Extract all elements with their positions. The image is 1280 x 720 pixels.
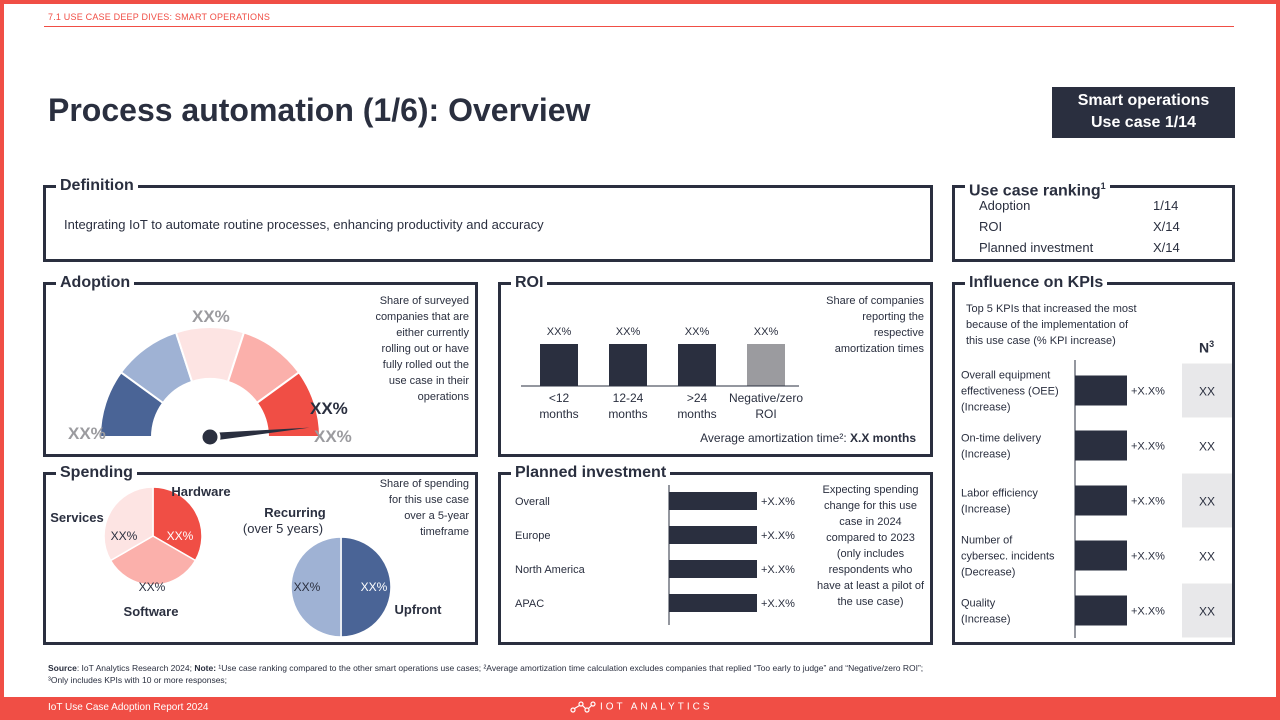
definition-panel <box>43 177 933 262</box>
pie-value-software: XX% <box>138 580 166 594</box>
roi-bar-value: XX% <box>684 326 710 338</box>
roi-category-line2: ROI <box>755 407 777 421</box>
planned-bar-value: +X.X% <box>761 564 795 576</box>
roi-bar <box>678 344 716 386</box>
footnote-line1 <box>48 662 1228 674</box>
kpi-row-label: On-time delivery <box>961 432 1042 445</box>
planned-bar <box>669 526 757 544</box>
spending-note <box>380 476 469 540</box>
adoption-title: Adoption <box>56 273 134 293</box>
note-line: Expecting spending <box>822 484 919 496</box>
split-value-recurring: XX% <box>293 580 321 594</box>
ranking-value: X/14 <box>1153 219 1180 234</box>
note-line: either currently <box>396 327 469 339</box>
note-line: Share of surveyed <box>379 295 469 307</box>
ranking-row-planned <box>979 240 1199 255</box>
note-line: the use case) <box>837 596 904 608</box>
note-text: ¹Use case ranking compared to the other smart operations use cases; ²Average amortization time calculation excludes companies that replied “Too early to judge” and “Negative/zero ROI”; <box>216 663 924 673</box>
ranking-title-text: Use case ranking <box>969 182 1101 200</box>
planned-bar <box>669 594 757 612</box>
badge-line1: Smart operations <box>1077 92 1210 109</box>
note-line: case in 2024 <box>839 516 902 528</box>
ranking-label: Adoption <box>979 198 1031 213</box>
kpi-bar-value: +X.X% <box>1131 495 1165 508</box>
footer-logo <box>570 700 713 714</box>
gauge-label-left: XX% <box>68 424 106 443</box>
split-label-upfront: Upfront <box>394 602 442 617</box>
kpi-n-value: XX <box>1198 494 1216 509</box>
footer-report-name: IoT Use Case Adoption Report 2024 <box>48 702 209 713</box>
kpi-n-header <box>1199 339 1214 356</box>
roi-bar <box>540 344 578 386</box>
planned-investment-panel <box>498 464 933 645</box>
kpi-bar-value: +X.X% <box>1131 385 1165 398</box>
planned-bar <box>669 492 757 510</box>
note-line: respective <box>873 327 924 339</box>
adoption-note <box>375 293 469 405</box>
note-line: Share of spending <box>379 478 469 490</box>
kpi-row-label: Number of <box>961 534 1013 547</box>
gauge-needle-hub <box>201 428 219 446</box>
planned-row-label: North America <box>515 564 585 576</box>
planned-bar-value: +X.X% <box>761 598 795 610</box>
kpi-row-label: Overall equipment <box>961 369 1051 382</box>
note-line: have at least a pilot of <box>816 580 924 592</box>
kpi-bar <box>1075 486 1127 516</box>
roi-category-line2: months <box>539 407 579 421</box>
roi-average <box>700 431 916 445</box>
definition-text: Integrating IoT to automate routine processes, enhancing productivity and accuracy <box>64 217 544 232</box>
planned-note <box>817 482 924 610</box>
footer-bar <box>0 697 1280 720</box>
source-label: Source <box>48 663 77 673</box>
note-label: Note: <box>194 663 217 673</box>
ranking-value: X/14 <box>1153 240 1180 255</box>
roi-category-line1: 12-24 <box>612 391 644 405</box>
subtitle-line: this use case (% KPI increase) <box>966 335 1116 347</box>
note-line: respondents who <box>828 564 913 576</box>
kpi-title: Influence on KPIs <box>965 273 1107 293</box>
ranking-label: ROI <box>979 219 1003 234</box>
kpi-row-label: (Increase) <box>961 503 1011 516</box>
spending-title: Spending <box>56 463 137 483</box>
roi-category-line2: months <box>677 407 717 421</box>
note-line: rolling out or have <box>381 343 469 355</box>
roi-average-value: X.X months <box>849 431 916 445</box>
ranking-value: 1/14 <box>1153 198 1179 213</box>
page-title: Process automation (1/6): Overview <box>48 92 591 128</box>
section-label: 7.1 USE CASE DEEP DIVES: SMART OPERATIONS <box>48 12 271 22</box>
badge-line2: Use case 1/14 <box>1091 114 1196 131</box>
note-line: (only includes <box>836 548 905 560</box>
gauge-label-top: XX% <box>192 307 230 326</box>
kpi-bar <box>1075 376 1127 406</box>
note-line: companies that are <box>375 311 469 323</box>
roi-category-line1: >24 <box>686 391 708 405</box>
ranking-row-adoption <box>979 198 1199 213</box>
definition-title: Definition <box>56 176 138 196</box>
roi-bar-value: XX% <box>546 326 572 338</box>
roi-bar <box>747 344 785 386</box>
kpi-n-header-sup: 3 <box>1209 339 1215 349</box>
gauge-value: XX% <box>310 399 348 418</box>
ranking-panel <box>952 181 1235 262</box>
split-label-recurring: Recurring <box>264 505 326 520</box>
note-line: change for this use <box>824 500 917 512</box>
kpi-row-label: (Increase) <box>961 613 1011 626</box>
kpi-bar <box>1075 431 1127 461</box>
split-label-recurring-sub: (over 5 years) <box>242 521 324 536</box>
kpi-panel <box>952 274 1235 645</box>
note-line: timeframe <box>420 526 469 538</box>
ranking-row-roi <box>979 219 1199 234</box>
note-line: fully rolled out the <box>382 359 469 371</box>
roi-category-line1: <12 <box>548 391 570 405</box>
pie-value-services: XX% <box>110 529 138 543</box>
adoption-panel <box>43 274 478 457</box>
source-text: : IoT Analytics Research 2024; <box>76 663 195 673</box>
split-value-upfront: XX% <box>360 580 388 594</box>
kpi-row-label: cybersec. incidents <box>961 550 1055 563</box>
kpi-row-label: Quality <box>961 597 996 610</box>
kpi-bar <box>1075 541 1127 571</box>
iot-analytics-logo-icon <box>570 700 596 714</box>
kpi-n-value: XX <box>1198 384 1216 399</box>
planned-investment-title: Planned investment <box>511 463 670 483</box>
ranking-title-sup: 1 <box>1100 181 1106 191</box>
note-line: reporting the <box>862 311 924 323</box>
roi-bar-value: XX% <box>615 326 641 338</box>
kpi-row-label: (Increase) <box>961 448 1011 461</box>
note-line: over a 5-year <box>404 510 469 522</box>
kpi-row-label: effectiveness (OEE) <box>961 385 1059 398</box>
note-line: operations <box>417 391 469 403</box>
planned-bar <box>669 560 757 578</box>
planned-bar-value: +X.X% <box>761 530 795 542</box>
use-case-badge <box>1052 87 1235 138</box>
pie-label-hardware: Hardware <box>171 484 231 499</box>
roi-category-line1: Negative/zero <box>728 391 804 405</box>
roi-category-line2: months <box>608 407 648 421</box>
note-line: compared to 2023 <box>826 532 915 544</box>
kpi-bar-value: +X.X% <box>1131 550 1165 563</box>
kpi-bar <box>1075 596 1127 626</box>
footer-logo-text: IOT ANALYTICS <box>600 701 713 713</box>
top-rule <box>44 26 1234 27</box>
pie-label-software: Software <box>123 604 179 619</box>
spending-panel <box>43 464 478 645</box>
kpi-n-header-text: N <box>1199 339 1210 356</box>
pie-value-hardware: XX% <box>166 529 194 543</box>
kpi-row-label: Labor efficiency <box>961 487 1038 500</box>
roi-bar <box>609 344 647 386</box>
kpi-n-value: XX <box>1198 549 1216 564</box>
roi-note <box>826 293 924 357</box>
subtitle-line: because of the implementation of <box>966 319 1129 331</box>
kpi-row-label: (Increase) <box>961 401 1011 414</box>
footnote-line2: ³Only includes KPIs with 10 or more responses; <box>48 675 228 685</box>
note-line: Share of companies <box>826 295 924 307</box>
note-line: use case in their <box>388 375 469 387</box>
roi-bar-value: XX% <box>753 326 779 338</box>
pie-label-services: Services <box>50 510 104 525</box>
planned-row-label: APAC <box>515 598 545 610</box>
kpi-subtitle <box>966 301 1137 349</box>
kpi-bar-value: +X.X% <box>1131 605 1165 618</box>
planned-row-label: Overall <box>515 496 550 508</box>
gauge-label-right: XX% <box>314 427 352 446</box>
roi-average-label: Average amortization time²: <box>700 431 850 445</box>
kpi-n-value: XX <box>1198 604 1216 619</box>
kpi-n-value: XX <box>1198 439 1216 454</box>
kpi-row-label: (Decrease) <box>961 566 1016 579</box>
subtitle-line: Top 5 KPIs that increased the most <box>966 303 1137 315</box>
planned-row-label: Europe <box>515 530 551 542</box>
planned-bar-value: +X.X% <box>761 496 795 508</box>
ranking-label: Planned investment <box>979 240 1094 255</box>
note-line: for this use case <box>388 494 469 506</box>
footnote <box>48 662 1228 686</box>
roi-title: ROI <box>511 273 547 293</box>
note-line: amortization times <box>834 343 924 355</box>
kpi-bar-value: +X.X% <box>1131 440 1165 453</box>
roi-panel <box>498 274 933 457</box>
